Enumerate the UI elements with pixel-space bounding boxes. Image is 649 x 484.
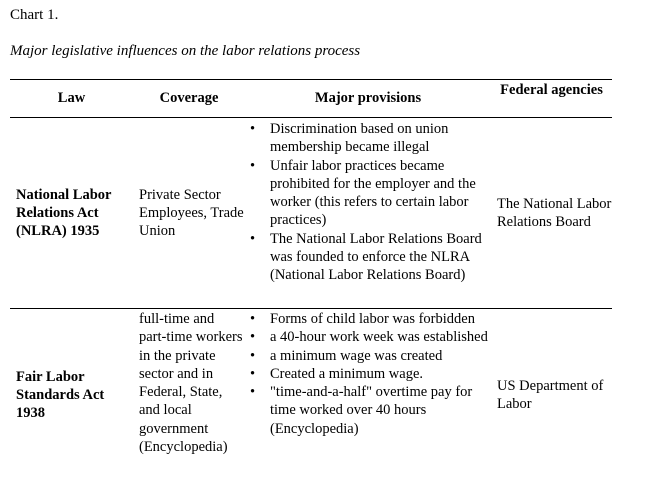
provision-item — [245, 328, 491, 346]
provision-item — [245, 347, 491, 365]
table-header-row — [10, 80, 612, 118]
coverage-text: Private Sector Employees, Trade Union — [133, 118, 245, 309]
table-row — [10, 309, 612, 482]
bullet-icon: • — [250, 384, 256, 401]
law-name: Fair Labor Standards Act 1938 — [16, 368, 105, 422]
chart-title: Major legislative influences on the labor relations process — [10, 43, 361, 59]
provisions-list — [245, 120, 491, 285]
provision-item — [245, 310, 491, 328]
provision-text: a 40-hour work week was established — [270, 329, 488, 346]
provision-item — [245, 157, 491, 230]
provision-text: Discrimination based on union membership became illegal — [270, 121, 449, 156]
table-row — [10, 118, 612, 309]
provision-text: "time-and-a-half" overtime pay for time worked over 40 hours (Encyclopedia) — [270, 384, 473, 437]
provision-text: Forms of child labor was forbidden — [270, 311, 475, 327]
provision-item — [245, 120, 491, 157]
bullet-icon: • — [250, 329, 256, 346]
law-name: National Labor Relations Act (NLRA) 1935 — [10, 118, 133, 309]
header-federal-agencies: Federal agencies — [491, 80, 612, 118]
provision-item — [245, 230, 491, 285]
provision-item — [245, 383, 491, 438]
provision-text: The National Labor Relations Board was founded to enforce the NLRA (National Labor Relations Board) — [270, 230, 482, 284]
provisions-cell — [245, 118, 491, 309]
bullet-icon: • — [250, 121, 256, 137]
coverage-text: full-time and part-time workers in the private sector and in Federal, State, and local government (Encyclopedia) — [139, 311, 243, 456]
agency-text: US Department of Labor — [497, 377, 604, 412]
provisions-cell — [245, 309, 491, 482]
provision-text: Created a minimum wage. — [270, 365, 424, 382]
bullet-icon: • — [250, 157, 256, 174]
chart-label: Chart 1. — [10, 7, 59, 23]
header-law: Law — [10, 80, 133, 118]
bullet-icon: • — [250, 365, 256, 382]
agency-text: The National Labor Relations Board — [491, 118, 612, 309]
header-provisions: Major provisions — [245, 80, 491, 118]
bullet-icon: • — [250, 311, 256, 327]
bullet-icon: • — [250, 347, 256, 364]
provision-item — [245, 365, 491, 383]
legislation-table — [10, 79, 612, 481]
provision-text: Unfair labor practices became prohibited for the employer and the worker (this refers to certain labor practices) — [270, 157, 476, 229]
header-coverage: Coverage — [133, 80, 245, 118]
bullet-icon: • — [250, 230, 256, 247]
provision-text: a minimum wage was created — [270, 347, 443, 364]
provisions-list — [245, 310, 491, 438]
